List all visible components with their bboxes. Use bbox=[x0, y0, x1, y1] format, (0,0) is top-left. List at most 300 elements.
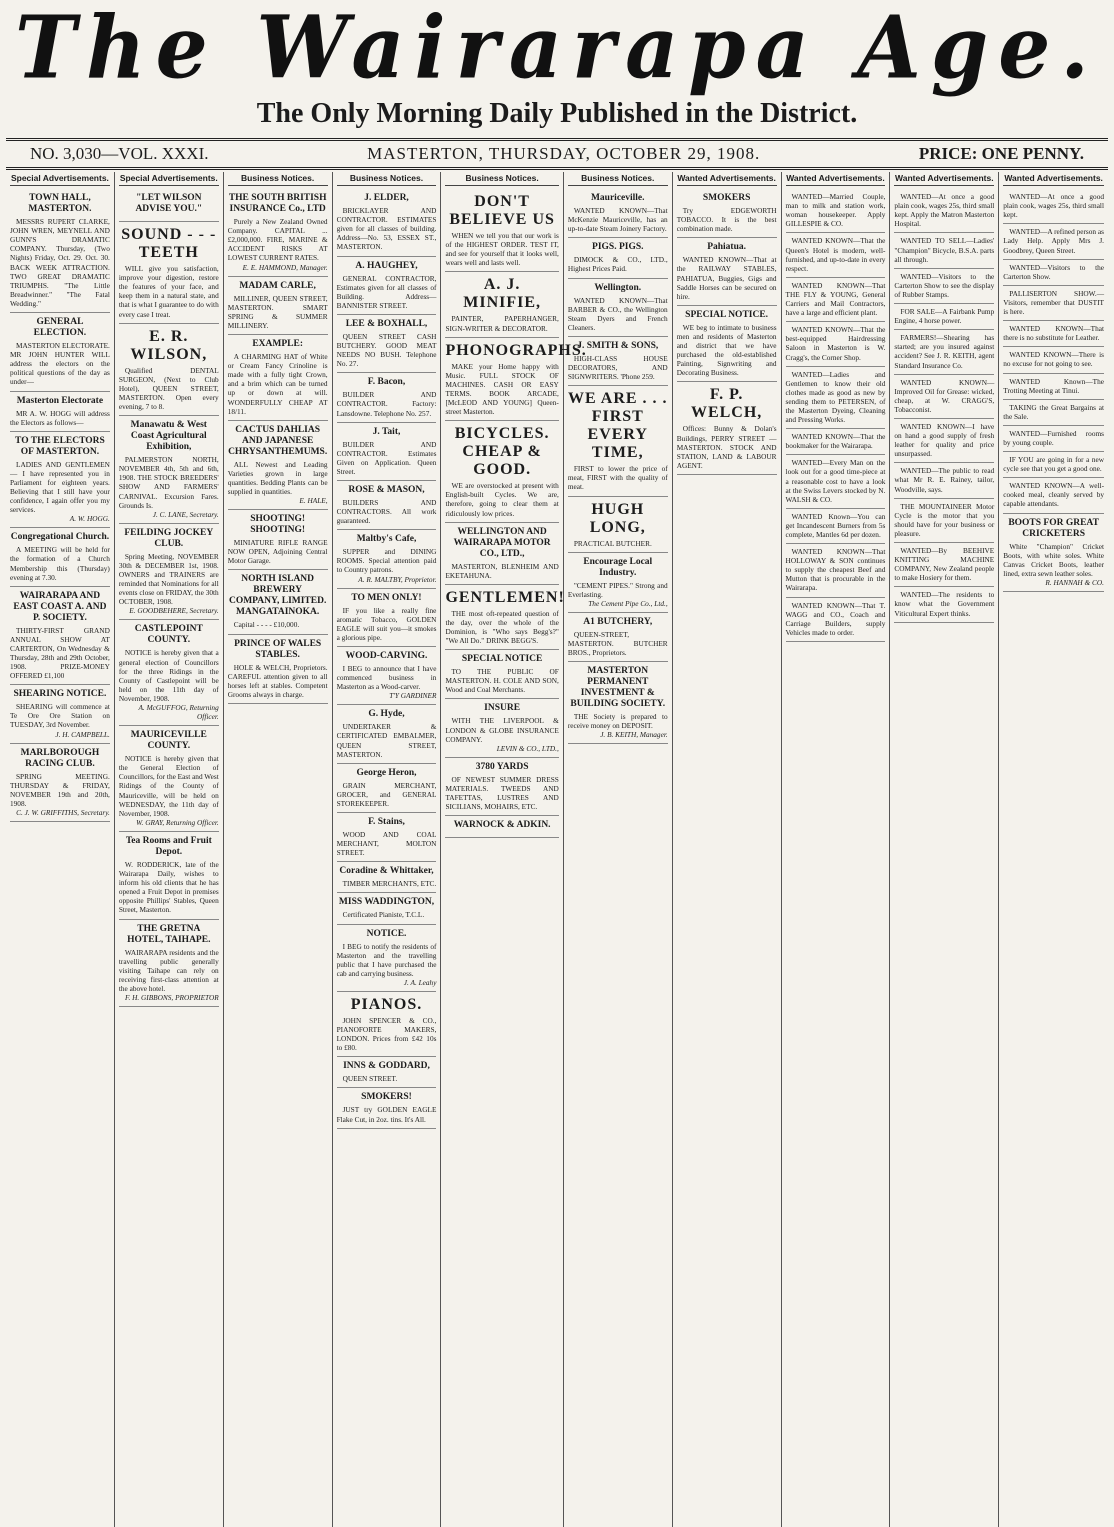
ad-title: INNS & GODDARD, bbox=[343, 1061, 430, 1072]
advertisement bbox=[337, 373, 437, 422]
ad-body: WANTED KNOWN—That the best-equipped Hairdressing Saloon in Masterton is W. Cragg's, the Corner Shop. bbox=[785, 325, 886, 362]
ad-body: SHEARING will commence at Te Ore Ore Station on TUESDAY, 3rd November. bbox=[10, 702, 110, 730]
ad-title: Encourage Local Industry. bbox=[583, 556, 653, 578]
ad-body: JOHN SPENCER & CO., PIANOFORTE MAKERS, LONDON. Prices from £42 10s to £80. bbox=[336, 1015, 437, 1053]
advertisement bbox=[568, 238, 668, 278]
ad-body: WANTED KNOWN—That T. WAGG and CO., Coach and Carriage Builders, supply Vehicles made to order. bbox=[785, 600, 886, 637]
ad-body: WE are overstocked at present with English-built Cycles. We are, therefore, going to clear them at ridiculously low prices. bbox=[445, 481, 559, 518]
advertisement bbox=[445, 421, 558, 522]
column-3 bbox=[224, 172, 333, 1527]
advertisement bbox=[337, 862, 437, 893]
ad-title: Pahiatua. bbox=[707, 242, 747, 253]
ad-signature: A. W. HOGG. bbox=[69, 514, 110, 524]
dateline-bar bbox=[6, 138, 1108, 170]
ad-body: White "Champion" Cricket Boots, with white soles. White Canvas Cricket Boots, leather lined, extra sewn leather soles. bbox=[1003, 541, 1104, 578]
advertisement bbox=[894, 419, 994, 463]
columns-container bbox=[6, 172, 1108, 1527]
column-header: Special Advertisements. bbox=[119, 174, 219, 186]
ad-title: WARNOCK & ADKIN. bbox=[453, 820, 551, 831]
advertisement bbox=[1003, 400, 1104, 426]
ad-body: GENERAL CONTRACTOR, Estimates given for all classes of Building. Address—BANNISTER STREET. bbox=[336, 273, 437, 310]
advertisement bbox=[1003, 224, 1104, 259]
ad-title: LEE & BOXHALL, bbox=[345, 318, 428, 329]
ad-title: Mauriceville. bbox=[590, 193, 645, 204]
advertisement bbox=[337, 992, 437, 1057]
column-header: Wanted Advertisements. bbox=[1003, 174, 1104, 186]
ad-title: Masterton Electorate bbox=[16, 395, 104, 406]
ad-title: A1 BUTCHERY, bbox=[583, 616, 653, 627]
ad-body: WE beg to intimate to business men and residents of Masterton and district that we have purchased the old-established Painting, Signwriting and Decorating Business. bbox=[676, 322, 777, 378]
advertisement bbox=[337, 813, 437, 862]
ad-body: THE Society is prepared to receive money on DEPOSIT. bbox=[567, 712, 668, 731]
advertisement bbox=[786, 455, 886, 508]
ad-title: BOOTS FOR GREAT CRICKETERS bbox=[1008, 517, 1099, 539]
ad-title: CASTLEPOINT COUNTY. bbox=[134, 624, 203, 646]
column-header: Business Notices. bbox=[337, 174, 437, 186]
issue-number: NO. 3,030—VOL. XXXI. bbox=[30, 144, 209, 163]
advertisement bbox=[445, 650, 558, 699]
advertisement bbox=[894, 269, 994, 304]
ad-body: UNDERTAKER & CERTIFICATED EMBALMER, QUEEN STREET, MASTERTON. bbox=[336, 722, 437, 759]
column-4 bbox=[333, 172, 442, 1527]
ad-body: Offices: Bunny & Dolan's Buildings, PERRY STREET — MASTERTON. STOCK AND STATION, LAND & LABOUR AGENT. bbox=[676, 424, 777, 470]
advertisement bbox=[786, 598, 886, 642]
advertisement bbox=[119, 920, 219, 1008]
ad-body: WANTED—Every Man on the look out for a good time-piece at a reasonable cost to have a look at the Swiss Levers stocked by N. WALSH & CO. bbox=[785, 458, 886, 504]
advertisement bbox=[445, 189, 558, 272]
ad-title: NORTH ISLAND BREWERY COMPANY, LIMITED. MANGATAINOKA. bbox=[228, 574, 327, 618]
ad-body: MASTERTON, BLENHEIM AND EKETAHUNA. bbox=[445, 561, 559, 580]
ad-body: WANTED—Married Couple, man to milk and station work, woman housekeeper. Apply GILLESPIE & CO. bbox=[785, 192, 886, 229]
ad-body: HOLE & WELCH, Proprietors. CAREFUL attention given to all horses left at stables. Competent Grooms always in charge. bbox=[227, 662, 328, 699]
ad-body: DIMOCK & CO., LTD., Highest Prices Paid. bbox=[567, 255, 668, 274]
ad-signature: T'Y GARDINER bbox=[389, 691, 437, 701]
ad-title: MADAM CARLE, bbox=[239, 280, 316, 291]
advertisement bbox=[337, 189, 437, 256]
ad-body: WANTED—Visitors to the Carterton Show. bbox=[1003, 262, 1104, 281]
ad-title: TO MEN ONLY! bbox=[351, 592, 422, 603]
column-header: Wanted Advertisements. bbox=[786, 174, 886, 186]
ad-signature: F. H. GIBBONS, PROPRIETOR bbox=[124, 992, 219, 1002]
ad-body: TAKING the Great Bargains at the Sale. bbox=[1003, 402, 1104, 421]
ad-body: BUILDERS AND CONTRACTORS. All work guaranteed. bbox=[336, 497, 437, 526]
ad-body: WAIRARAPA residents and the travelling public generally visiting Taihape can rely on receiving first-class attention at the above hotel. bbox=[118, 947, 219, 993]
ad-body: MASTERTON ELECTORATE. MR JOHN HUNTER WILL address the electors on the political questions of the day as under— bbox=[10, 341, 110, 387]
ad-body: Qualified DENTAL SURGEON, (Next to Club Hotel), QUEEN STREET, MASTERTON. Open every evening, 7 to 8. bbox=[118, 365, 219, 412]
advertisement bbox=[786, 367, 886, 430]
advertisement bbox=[10, 528, 110, 586]
ad-title: J. Tait, bbox=[372, 426, 401, 437]
advertisement bbox=[1003, 452, 1104, 478]
ad-signature: E. E. HAMMOND, Manager. bbox=[242, 262, 328, 272]
ad-body: IF you like a really fine aromatic Tobacco, GOLDEN EAGLE will suit you—it smokes a glorious pipe. bbox=[336, 605, 437, 642]
tagline: The Only Morning Daily Published in the District. bbox=[256, 98, 858, 129]
advertisement bbox=[894, 543, 994, 587]
advertisement bbox=[445, 758, 558, 816]
ad-body: PALLISERTON SHOW.—Visitors, remember that DUSTIT is here. bbox=[1003, 288, 1104, 317]
ad-title: E. R. WILSON, bbox=[130, 327, 208, 363]
ad-title: EXAMPLE: bbox=[252, 339, 303, 350]
ad-body: NOTICE is hereby given that a general election of Councillors for the three Ridings in the County of Castlepoint will be held on the 11th day of November, 1908. bbox=[118, 648, 219, 703]
ad-title: SOUND - - - TEETH bbox=[121, 226, 217, 262]
advertisement bbox=[337, 764, 437, 813]
ad-body: WOOD AND COAL MERCHANT, MOLTON STREET. bbox=[336, 830, 437, 858]
ad-body: WANTED Known—You can get Incandescent Burners from 5s complete, Mantles 6d per dozen. bbox=[785, 511, 886, 539]
column-header: Business Notices. bbox=[445, 174, 558, 186]
ad-title: Maltby's Cafe, bbox=[356, 534, 417, 545]
ad-body: A MEETING will be held for the formation of a Church Membership this (Thursday) evening at 7.30. bbox=[10, 545, 110, 582]
ad-body: ALL Newest and Leading Varieties grown in large quantities. Bedding Plants can be supplied in quantities. bbox=[227, 459, 328, 496]
ad-body: WANTED—Furnished rooms by young couple. bbox=[1003, 428, 1104, 447]
ad-body: WANTED TO SELL—Ladies' "Champion" Bicycle, B.S.A. parts all through. bbox=[894, 236, 995, 264]
ad-title: Tea Rooms and Fruit Depot. bbox=[125, 835, 212, 857]
advertisement bbox=[786, 429, 886, 455]
ad-title: F. Stains, bbox=[368, 817, 405, 828]
advertisement bbox=[10, 189, 110, 313]
ad-signature: J. A. Leahy bbox=[403, 977, 437, 987]
ad-title: SPECIAL NOTICE bbox=[461, 654, 543, 665]
ad-body: Certificated Pianiste, T.C.L. bbox=[342, 910, 425, 920]
ad-title: NOTICE. bbox=[366, 928, 407, 939]
advertisement bbox=[445, 699, 558, 757]
advertisement bbox=[1003, 189, 1104, 224]
ad-body: WANTED Known—The Trotting Meeting at Tinui. bbox=[1003, 376, 1104, 395]
masthead-title: The Wairarapa Age. bbox=[15, 0, 1099, 99]
column-header: Business Notices. bbox=[228, 174, 328, 186]
ad-body: SUPPER and DINING ROOMS. Special attention paid to Country patrons. bbox=[336, 547, 437, 575]
advertisement bbox=[445, 816, 558, 838]
ad-title: F. P. WELCH, bbox=[690, 386, 763, 422]
ad-signature: The Cement Pipe Co., Ltd., bbox=[588, 598, 668, 608]
ad-body: WANTED KNOWN—Improved Oil for Grease: wicked, cheap, at W. CRAGG'S, Tobacconist. bbox=[894, 377, 995, 414]
ad-title: THE GRETNA HOTEL, TAIHAPE. bbox=[127, 923, 211, 945]
advertisement bbox=[10, 587, 110, 686]
advertisement bbox=[1003, 514, 1104, 592]
ad-body: WANTED KNOWN—That there is no substitute for Leather. bbox=[1003, 324, 1104, 343]
advertisement bbox=[337, 925, 437, 992]
ad-body: SPRING MEETING. THURSDAY & FRIDAY, NOVEMBER 19th and 20th, 1908. bbox=[10, 771, 110, 808]
ad-body: Purely a New Zealand Owned Company. CAPITAL ... £2,000,000. FIRE, MARINE & ACCIDENT RISKS AT LOWEST CURRENT RATES. bbox=[227, 217, 328, 263]
advertisement bbox=[677, 306, 777, 383]
advertisement bbox=[337, 315, 437, 373]
ad-title: SMOKERS! bbox=[361, 1092, 412, 1103]
ad-body: THIRTY-FIRST GRAND ANNUAL SHOW AT CARTERTON, On Wednesday & Thursday, 28th and 29th October, 1908. PRIZE-MONEY OFFERED £1,100 bbox=[10, 625, 110, 681]
advertisement bbox=[337, 423, 437, 481]
ad-title: GENTLEMEN! bbox=[445, 588, 565, 606]
ad-body: WHEN we tell you that our work is of the HIGHEST ORDER. TEST IT, and see for yourself that it looks well, wears well and lasts well. bbox=[445, 231, 559, 268]
ad-body: WANTED KNOWN—That McKenzie Mauriceville, has an up-to-date Steam Joinery Factory. bbox=[567, 206, 668, 234]
advertisement bbox=[228, 335, 328, 421]
ad-body: WANTED KNOWN—A well-cooked meal, cleanly served by capable attendants. bbox=[1003, 481, 1104, 509]
ad-body: FIRST to lower the price of meat, FIRST with the quality of meat. bbox=[567, 464, 668, 492]
ad-body: Spring Meeting, NOVEMBER 30th & DECEMBER 1st, 1908. OWNERS and TRAINERS are reminded that Nominations for all events close on FRIDAY, the 30th OCTOBER, 1908. bbox=[118, 551, 219, 607]
ad-body: THE MOUNTAINEER Motor Cycle is the motor that you should have for your business or pleasure. bbox=[894, 501, 995, 538]
advertisement bbox=[894, 463, 994, 498]
ad-title: SHEARING NOTICE. bbox=[13, 689, 107, 700]
ad-body: QUEEN STREET. bbox=[342, 1074, 398, 1084]
ad-title: SMOKERS bbox=[702, 193, 751, 204]
advertisement bbox=[228, 510, 328, 570]
advertisement bbox=[445, 338, 587, 422]
ad-title: TOWN HALL, MASTERTON. bbox=[28, 193, 92, 215]
ad-body: MILLINER, QUEEN STREET, MASTERTON. SMART SPRING & SUMMER MILLINERY. bbox=[227, 293, 328, 330]
advertisement bbox=[894, 330, 994, 374]
ad-title: "LET WILSON ADVISE YOU." bbox=[135, 193, 203, 215]
ad-body: GRAIN MERCHANT, GROCER, and GENERAL STOREKEEPER. bbox=[336, 780, 437, 808]
ad-body: NOTICE is hereby given that the General Election of Councillors, for the East and West Ridings of the County of Mauriceville, will be held on WEDNESDAY, the 11th day of November, 1908. bbox=[118, 754, 219, 818]
ad-body: WANTED—The residents to know what the Government Viticultural Expert thinks. bbox=[894, 590, 995, 618]
advertisement bbox=[568, 497, 668, 553]
dateline: MASTERTON, THURSDAY, OCTOBER 29, 1908. bbox=[367, 144, 761, 163]
advertisement bbox=[228, 421, 328, 510]
ad-body: WANTED—Ladies and Gentlemen to know their old clothes made as good as new by sending them to PETERSEN, of the Masterton Dyeing, Cleaning and Pressing Works. bbox=[785, 369, 886, 425]
ad-body: BRICKLAYER AND CONTRACTOR. ESTIMATES given for all classes of building. Address—No. 53, ESSEX ST., MASTERTON. bbox=[336, 206, 437, 252]
ad-title: WELLINGTON AND WAIRARAPA MOTOR CO., LTD., bbox=[453, 526, 551, 559]
column-7 bbox=[673, 172, 782, 1527]
ad-signature: R. HANNAH & CO. bbox=[1045, 577, 1104, 587]
ad-signature: J. H. CAMPBELL. bbox=[55, 729, 110, 739]
ad-body: QUEEN STREET CASH BUTCHERY. GOOD MEAT NEEDS NO BUSH. Telephone No. 27. bbox=[336, 331, 437, 369]
ad-title: DON'T BELIEVE US bbox=[449, 193, 555, 229]
ad-body: PALMERSTON NORTH, NOVEMBER 4th, 5th and 6th, 1908. THE STOCK BREEDERS' SHOW AND FARMERS' CARNIVAL. Excursion Fares. Grounds Is. bbox=[118, 455, 219, 510]
advertisement bbox=[786, 509, 886, 544]
ad-body: WANTED KNOWN—I have on hand a good supply of fresh leather for quality and price unsurpassed. bbox=[894, 421, 995, 459]
advertisement bbox=[894, 189, 994, 233]
ad-title: George Heron, bbox=[356, 767, 417, 778]
advertisement bbox=[445, 523, 558, 585]
ad-body: BUILDER AND CONTRACTOR. Estimates Given on Application. Queen Street. bbox=[336, 439, 437, 476]
ad-body: WANTED—At once a good plain cook, wages 25s, third small kept. Apply the Matron Masterton Hospital. bbox=[894, 192, 995, 229]
advertisement bbox=[445, 272, 558, 337]
advertisement bbox=[677, 382, 777, 474]
ad-title: F. Bacon, bbox=[367, 377, 406, 388]
advertisement bbox=[228, 635, 328, 704]
ad-body: WANTED KNOWN—That at the RAILWAY STABLES, PAHIATUA, Buggies, Gigs and Saddle Horses can be secured on hire. bbox=[676, 255, 777, 301]
ad-body: FARMERS!—Shearing has started; are you insured against accident? See J. R. KEITH, agent Standard Insurance Co. bbox=[894, 333, 995, 370]
ad-body: WANTED—Visitors to the Carterton Show to see the display of Rubber Stamps. bbox=[894, 271, 995, 299]
ad-signature: E. HALE, bbox=[299, 496, 328, 506]
column-2 bbox=[115, 172, 224, 1527]
ad-title: MAURICEVILLE COUNTY. bbox=[130, 730, 207, 752]
advertisement bbox=[337, 893, 437, 924]
ad-signature: J. B. KEITH, Manager. bbox=[600, 730, 668, 740]
advertisement bbox=[228, 189, 328, 277]
advertisement bbox=[119, 832, 219, 920]
advertisement bbox=[10, 685, 110, 743]
ad-title: CACTUS DAHLIAS AND JAPANESE CHRYSANTHEMUMS. bbox=[228, 424, 328, 457]
advertisement bbox=[786, 233, 886, 277]
advertisement bbox=[337, 1057, 437, 1088]
ad-title: PIANOS. bbox=[350, 995, 423, 1013]
ad-body: WANTED KNOWN—That HOLLOWAY & SON continues to supply the cheapest Beef and Mutton that is procurable in the Wairarapa. bbox=[785, 547, 886, 593]
ad-signature: W. GRAY, Returning Officer. bbox=[136, 817, 219, 827]
column-header: Wanted Advertisements. bbox=[894, 174, 994, 186]
ad-title: WAIRARAPA AND EAST COAST A. AND P. SOCIETY. bbox=[13, 590, 107, 623]
ad-signature: A. R. MALTBY, Proprietor. bbox=[358, 574, 437, 584]
ad-title: PRINCE OF WALES STABLES. bbox=[234, 638, 322, 660]
advertisement bbox=[894, 233, 994, 268]
ad-body: TO THE PUBLIC OF MASTERTON. H. COLE AND SON, Wood and Coal Merchants. bbox=[445, 667, 559, 695]
advertisement bbox=[10, 744, 110, 822]
ad-title: MASTERTON PERMANENT INVESTMENT & BUILDING SOCIETY. bbox=[570, 666, 666, 710]
advertisement bbox=[337, 481, 437, 530]
ad-signature: C. J. W. GRIFFITHS, Secretary. bbox=[16, 808, 110, 818]
advertisement bbox=[568, 662, 668, 744]
advertisement bbox=[894, 304, 994, 330]
ad-title: BICYCLES. CHEAP & GOOD. bbox=[454, 425, 550, 479]
advertisement bbox=[119, 324, 219, 416]
ad-body: MAKE your Home happy with Music. FULL STOCK OF MACHINES. CASH OR EASY TERMS. BOOK ARCADE, [McLEOD AND YOUNG] Queen-street Masterton. bbox=[445, 361, 559, 417]
advertisement bbox=[119, 620, 219, 726]
advertisement bbox=[894, 375, 994, 419]
advertisement bbox=[1003, 286, 1104, 321]
ad-body: FOR SALE—A Fairbank Pump Engine, 4 horse power. bbox=[894, 307, 995, 326]
ad-body: PAINTER, PAPERHANGER, SIGN-WRITER & DECORATOR. bbox=[445, 314, 559, 333]
ad-title: WOOD-CARVING. bbox=[345, 651, 428, 661]
ad-body: WANTED KNOWN—That the Queen's Hotel is modern, well-furnished, and up-to-date in every respect. bbox=[785, 236, 886, 273]
ad-body: Try EDGEWORTH TOBACCO. It is the best combination made. bbox=[676, 206, 777, 234]
advertisement bbox=[337, 647, 437, 705]
advertisement bbox=[10, 392, 110, 432]
ad-title: A. HAUGHEY, bbox=[355, 260, 418, 271]
advertisement bbox=[677, 238, 777, 305]
ad-body: WITH THE LIVERPOOL & LONDON & GLOBE INSURANCE COMPANY. bbox=[445, 716, 559, 744]
column-header: Business Notices. bbox=[568, 174, 668, 186]
column-8 bbox=[782, 172, 891, 1527]
ad-title: THE SOUTH BRITISH INSURANCE Co., LTD bbox=[228, 193, 327, 215]
advertisement bbox=[568, 337, 668, 386]
price: PRICE: ONE PENNY. bbox=[918, 144, 1084, 163]
ad-title: ROSE & MASON, bbox=[348, 484, 425, 495]
ad-signature: J. C. LANE, Secretary. bbox=[152, 509, 219, 519]
ad-title: Wellington. bbox=[594, 282, 642, 293]
ad-body: I BEG to announce that I have commenced business in Masterton as a Wood-carver. bbox=[336, 664, 437, 692]
ad-body: WANTED KNOWN—That THE FLY & YOUNG, General Carriers and Mail Contractors, have a large and efficient plant. bbox=[785, 280, 886, 318]
ad-body: I BEG to notify the residents of Masterton and the travelling public that I have purchased the cab and carrying business. bbox=[336, 941, 437, 978]
advertisement bbox=[337, 589, 437, 647]
column-10 bbox=[999, 172, 1108, 1527]
advertisement bbox=[10, 432, 110, 529]
ad-body: MINIATURE RIFLE RANGE NOW OPEN, Adjoining Central Motor Garage. bbox=[227, 538, 328, 566]
ad-body: Capital - - - - £10,000. bbox=[233, 620, 300, 630]
ad-body: JUST try GOLDEN EAGLE Flake Cut, in 2oz. tins. It's All. bbox=[336, 1105, 437, 1124]
ad-body: MESSRS RUPERT CLARKE, JOHN WREN, MEYNELL AND GUNN'S DRAMATIC COMPANY. Thursday, (Two Nights) Friday, Oct. 29. Oct. 30. BACK WEEK ATTRACTION. TWO GREAT DRAMATIC TRIUMPHS. "The Little Breadwinner." "The Fatal Wedding." bbox=[10, 217, 110, 308]
ad-title: WE ARE . . . FIRST EVERY TIME, bbox=[567, 390, 668, 462]
advertisement bbox=[568, 279, 668, 337]
ad-body: MR A. W. HOGG will address the Electors as follows— bbox=[10, 408, 110, 427]
ad-title: TO THE ELECTORS OF MASTERTON. bbox=[15, 435, 105, 457]
advertisement bbox=[786, 544, 886, 597]
advertisement bbox=[677, 189, 777, 238]
ad-body: HIGH-CLASS HOUSE DECORATORS, AND SIGNWRITERS. 'Phone 259. bbox=[567, 353, 668, 382]
ad-title: Manawatu & West Coast Agricultural Exhibition, bbox=[130, 420, 207, 453]
ad-signature: E. GOODBEHERE, Secretary. bbox=[129, 606, 219, 616]
ad-title: MISS WADDINGTON, bbox=[338, 897, 435, 908]
ad-body: W. RODDERICK, late of the Wairarapa Daily, wishes to inform his old clients that he has opened a Fruit Depot in premises opposite Phillips' Stables, Queen Street, Masterton. bbox=[118, 859, 219, 915]
ad-body: WANTED—At once a good plain cook, wages 25s, third small kept. bbox=[1003, 192, 1104, 220]
ad-body: A CHARMING HAT of White or Cream Fancy Crinoline is made with a fully tight Crown, and a brim which can be turned up or down at will. WONDERFULLY CHEAP AT 18/11. bbox=[227, 352, 328, 416]
advertisement bbox=[568, 553, 668, 613]
ad-title: SHOOTING! SHOOTING! bbox=[250, 514, 306, 536]
advertisement bbox=[337, 1088, 437, 1128]
advertisement bbox=[1003, 478, 1104, 513]
ad-title: INSURE bbox=[484, 703, 521, 714]
advertisement bbox=[1003, 260, 1104, 286]
ad-body: PRACTICAL BUTCHER. bbox=[573, 538, 652, 548]
ad-title: FEILDING JOCKEY CLUB. bbox=[124, 527, 214, 549]
ad-title: Coradine & Whittaker, bbox=[339, 866, 434, 877]
advertisement bbox=[1003, 374, 1104, 400]
ad-title: SPECIAL NOTICE. bbox=[685, 309, 769, 320]
column-1 bbox=[6, 172, 115, 1527]
advertisement bbox=[119, 524, 219, 621]
advertisement bbox=[1003, 426, 1104, 452]
advertisement bbox=[119, 416, 219, 524]
column-header: Special Advertisements. bbox=[10, 174, 110, 186]
advertisement bbox=[445, 585, 565, 650]
ad-body: THE most oft-repeated question of the day, over the whole of the Dominion, is "Who says Begg's?" "We All Do." DRINK BEGG'S. bbox=[445, 608, 559, 646]
advertisement bbox=[119, 726, 219, 832]
advertisement bbox=[119, 189, 219, 222]
advertisement bbox=[786, 278, 886, 322]
advertisement bbox=[228, 570, 328, 634]
ad-title: J. ELDER, bbox=[364, 193, 409, 204]
ad-title: A. J. MINIFIE, bbox=[463, 276, 542, 312]
column-9 bbox=[890, 172, 999, 1527]
ad-title: 3780 YARDS bbox=[475, 761, 529, 772]
advertisement bbox=[119, 222, 219, 324]
ad-title: HUGH LONG, bbox=[589, 500, 646, 536]
column-6 bbox=[564, 172, 673, 1527]
advertisement bbox=[337, 257, 437, 315]
ad-body: LADIES AND GENTLEMEN— I have represented you in Parliament for eighteen years. Believing that I still have your confidence, I again offer you my services. bbox=[10, 459, 110, 515]
advertisement bbox=[1003, 347, 1104, 373]
advertisement bbox=[568, 386, 668, 496]
ad-body: WANTED KNOWN—That the bookmaker for the Wairarapa. bbox=[785, 432, 886, 451]
masthead bbox=[6, 0, 1108, 99]
ad-body: WANTED—A refined person as Lady Help. Apply Mrs J. Goodbrey, Queen Street. bbox=[1003, 227, 1104, 255]
advertisement bbox=[786, 189, 886, 233]
ad-body: WANTED KNOWN—There is no excuse for not going to see. bbox=[1003, 350, 1104, 369]
ad-body: OF NEWEST SUMMER DRESS MATERIALS. TWEEDS AND TAFETTAS, LUSTRES AND SICILIANS, MOHAIRS, ETC. bbox=[445, 774, 559, 812]
ad-body: TIMBER MERCHANTS, ETC. bbox=[342, 879, 437, 889]
advertisement bbox=[894, 587, 994, 622]
advertisement bbox=[1003, 321, 1104, 347]
ad-body: BUILDER AND CONTRACTOR. Factory: Lansdowne. Telephone No. 257. bbox=[336, 390, 437, 418]
advertisement bbox=[568, 613, 668, 662]
column-5 bbox=[441, 172, 587, 1527]
ad-body: IF YOU are going in for a new cycle see that you get a good one. bbox=[1003, 455, 1104, 474]
ad-title: G. Hyde, bbox=[368, 709, 405, 720]
ad-title: PIGS. PIGS. bbox=[592, 242, 644, 253]
column-header: Wanted Advertisements. bbox=[677, 174, 777, 186]
advertisement bbox=[228, 277, 328, 335]
ad-title: J. SMITH & SONS, bbox=[577, 340, 659, 351]
ad-title: GENERAL ELECTION. bbox=[33, 317, 87, 339]
ad-title: MARLBOROUGH RACING CLUB. bbox=[20, 747, 100, 769]
ad-signature: A. McGUFFOG, Returning Officer. bbox=[138, 703, 219, 722]
ad-signature: LEVIN & CO., LTD., bbox=[496, 743, 559, 753]
advertisement bbox=[568, 189, 668, 238]
advertisement bbox=[894, 499, 994, 543]
advertisement bbox=[10, 313, 110, 391]
advertisement bbox=[337, 530, 437, 588]
ad-body: WANTED—By BEEHIVE KNITTING MACHINE COMPANY, New Zealand people to make Hosiery for them. bbox=[894, 546, 995, 583]
ad-body: QUEEN-STREET, MASTERTON. BUTCHER BROS., Proprietors. bbox=[567, 629, 668, 658]
ad-title: Congregational Church. bbox=[10, 532, 110, 543]
ad-body: WILL give you satisfaction, improve your digestion, restore the features of your face, and keep them in a natural state, and that is what I guarantee to do with every case I treat. bbox=[118, 264, 219, 319]
advertisement bbox=[337, 705, 437, 763]
